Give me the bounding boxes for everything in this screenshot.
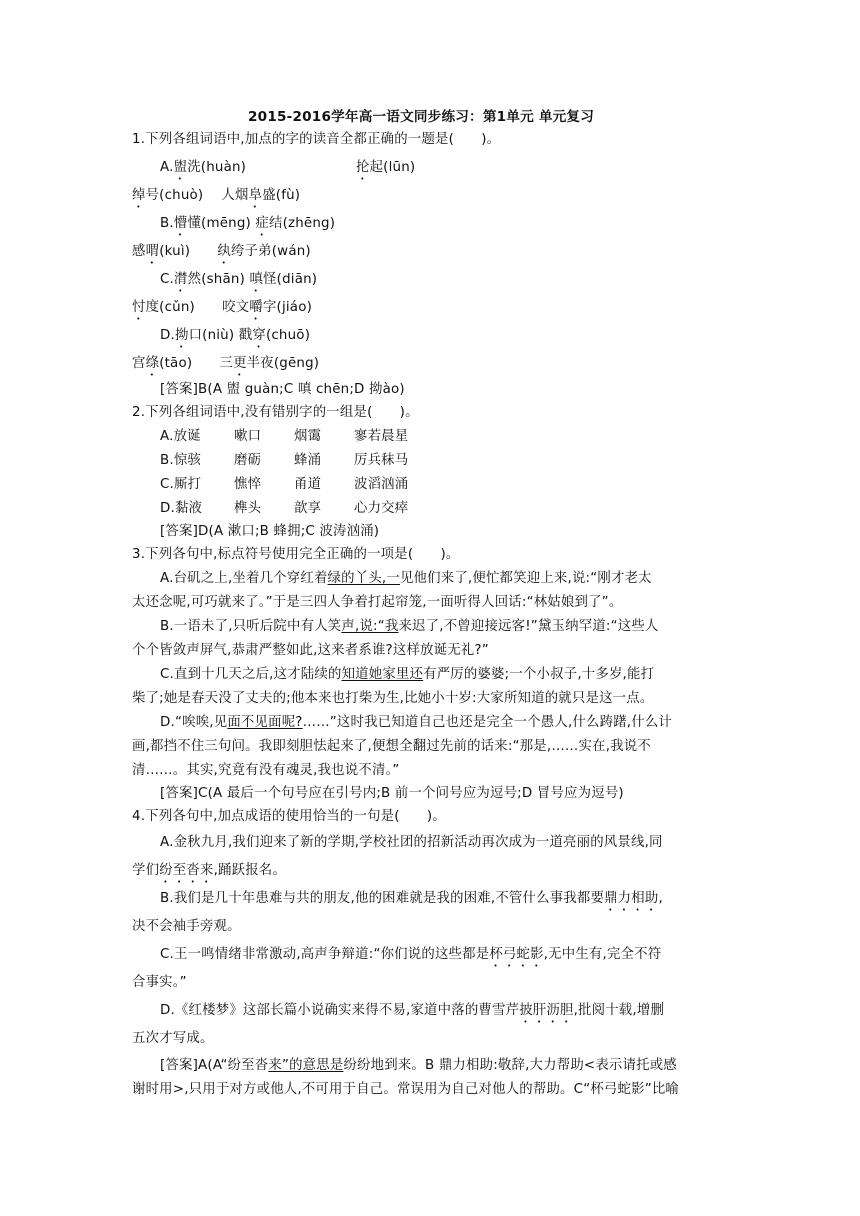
q1-option-b-line2: 感喟(kuì) 纨绔子弟(wán) [132, 244, 311, 259]
question-3: 3.下列各句中,标点符号使用完全正确的一项是( )。 [132, 547, 460, 562]
document-title: 2015-2016学年高一语文同步练习：第1单元 单元复习 [248, 109, 594, 125]
q2-a-3: 烟霭 [294, 429, 322, 444]
q2-d-1: D.黏液 [160, 501, 203, 516]
q4-option-a-line2: 学们纷至沓来,踊跃报名。 [132, 863, 286, 878]
q2-d-2: 榫头 [234, 501, 262, 516]
question-1: 1.下列各组词语中,加点的字的读音全都正确的一题是( )。 [132, 132, 501, 147]
q2-c-2: 憔悴 [234, 477, 262, 492]
q4-option-b: B.我们是几十年患难与共的朋友,他的困难就是我的困难,不管什么事我都要鼎力相助, [160, 891, 663, 906]
q2-c-3: 甬道 [294, 477, 322, 492]
q1-option-d-line2: 宫绦(tāo) 三更半夜(gēng) [132, 356, 320, 371]
q2-b-3: 蜂涌 [294, 453, 322, 468]
q2-a-1: A.放诞 [160, 429, 201, 444]
q2-b-1: B.惊骇 [160, 453, 202, 468]
q2-c-1: C.厮打 [160, 477, 202, 492]
q1-option-d: D.拗口(niù) 戳穿(chuō) [160, 328, 311, 343]
q3-option-d-line3: 清……。其实,究竟有没有魂灵,我也说不清。” [132, 763, 400, 778]
question-2: 2.下列各组词语中,没有错别字的一组是( )。 [132, 405, 419, 420]
q3-option-c-line2: 柴了;她是春天没了丈夫的;他本来也打柴为生,比她小十岁:大家所知道的就只是这一点。 [132, 691, 654, 706]
q1-option-b: B.懵懂(mēng) 症结(zhēng) [160, 216, 336, 231]
q1-option-a: A.盥洗(huàn) [160, 160, 247, 175]
q2-answer: [答案]D(A 漱口;B 蜂拥;C 波涛汹涌) [160, 524, 380, 539]
q1-option-a-cont: 抡起(lūn) [356, 160, 416, 175]
q4-answer: [答案]A(A“纷至沓来”的意思是纷纷地到来。B 鼎力相助:敬辞,大力帮助<表示请托或感 [160, 1058, 677, 1073]
q2-a-4: 寥若晨星 [354, 429, 409, 444]
q1-option-c: C.潸然(shān) 嗔怪(diān) [160, 272, 318, 287]
q4-answer-line2: 谢时用>,只用于对方或他人,不可用于自己。常误用为自己对他人的帮助。C“杯弓蛇影”比喻 [132, 1082, 680, 1097]
q3-option-a-line2: 太还念呢,可巧就来了。”于是三四人争着打起帘笼,一面听得人回话:“林姑娘到了”。 [132, 595, 623, 610]
q2-b-4: 厉兵秣马 [354, 453, 409, 468]
q2-d-3: 歆享 [294, 501, 322, 516]
question-4: 4.下列各句中,加点成语的使用恰当的一句是( )。 [132, 809, 446, 824]
q4-option-d: D.《红楼梦》这部长篇小说确实来得不易,家道中落的曹雪芹披肝沥胆,批阅十载,增删 [160, 1003, 665, 1018]
q1-option-a-line2: 绰号(chuò) 人烟阜盛(fù) [132, 188, 301, 203]
q1-answer: [答案]B(A 盥 guàn;C 嗔 chēn;D 拗ào) [160, 382, 405, 397]
q3-option-a: A.台矶之上,坐着几个穿红着绿的丫头,一见他们来了,便忙都笑迎上来,说:“刚才老太 [160, 571, 652, 586]
q3-option-d-line2: 画,都挡不住三句问。我即刻胆怯起来了,便想全翻过先前的话来:“那是,……实在,我说不 [132, 739, 651, 754]
q3-option-b-line2: 个个皆敛声屏气,恭肃严整如此,这来者系谁?这样放诞无礼?” [132, 643, 489, 658]
q4-option-a: A.金秋九月,我们迎来了新的学期,学校社团的招新活动再次成为一道亮丽的风景线,同 [160, 835, 663, 850]
q4-option-d-line2: 五次才写成。 [132, 1031, 214, 1046]
q3-option-b: B.一语未了,只听后院中有人笑声,说:“我来迟了,不曾迎接远客!”黛玉纳罕道:“这些人 [160, 619, 659, 634]
q2-b-2: 磨砺 [234, 453, 262, 468]
q1-option-c-line2: 忖度(cǔn) 咬文嚼字(jiáo) [132, 300, 313, 315]
q4-option-c-line2: 合事实。” [132, 975, 187, 990]
q2-d-4: 心力交瘁 [354, 501, 409, 516]
q3-answer: [答案]C(A 最后一个句号应在引号内;B 前一个问号应为逗号;D 冒号应为逗号) [160, 786, 624, 801]
q4-option-c: C.王一鸣情绪非常激动,高声争辩道:“你们说的这些都是杯弓蛇影,无中生有,完全不符 [160, 947, 662, 962]
q2-a-2: 嗽口 [234, 429, 262, 444]
q2-c-4: 波滔汹涌 [354, 477, 409, 492]
q3-option-c: C.直到十几天之后,这才陆续的知道她家里还有严厉的婆婆;一个小叔子,十多岁,能打 [160, 667, 655, 682]
q3-option-d: D.“唉唉,见面不见面呢?……”这时我已知道自己也还是完全一个愚人,什么踌躇,什么计 [160, 715, 673, 730]
q4-option-b-line2: 决不会袖手旁观。 [132, 919, 241, 934]
